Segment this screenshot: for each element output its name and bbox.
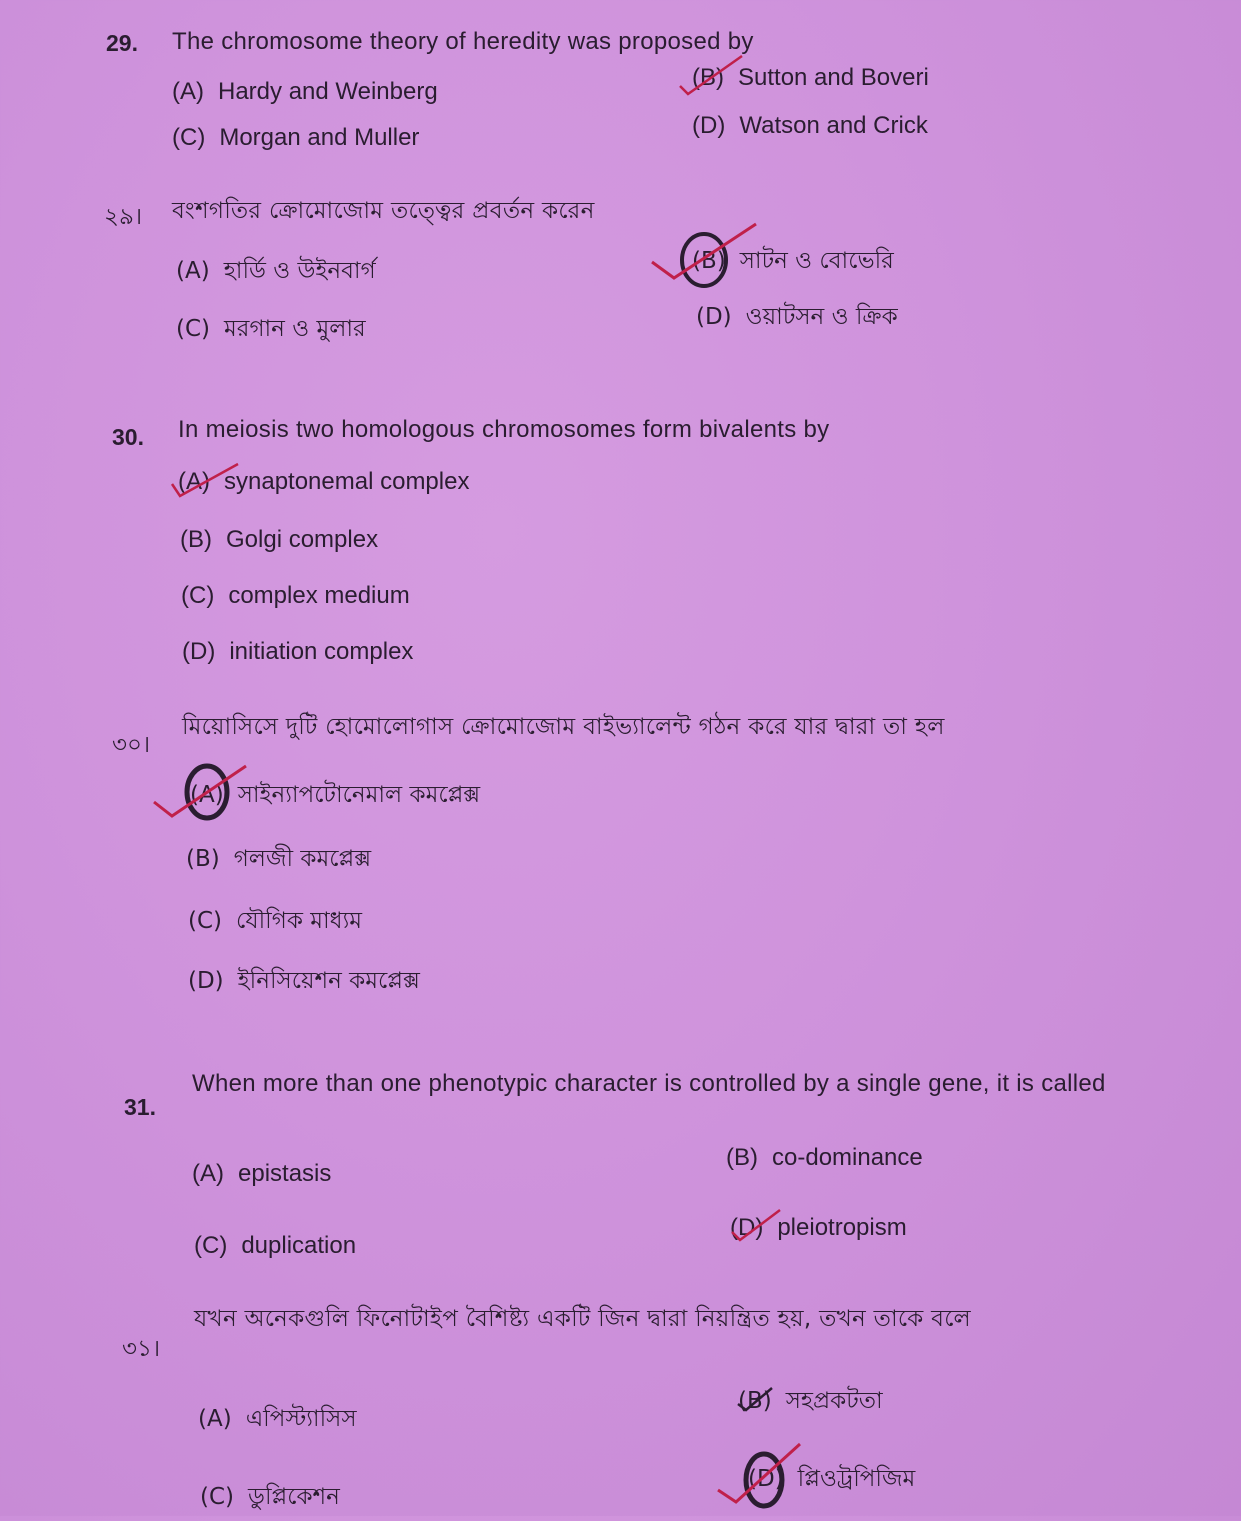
question-number: 30. xyxy=(112,424,144,450)
circle-mark xyxy=(714,1440,814,1521)
question-number: 29. xyxy=(106,30,138,56)
option-a[interactable]: (A) Hardy and Weinberg xyxy=(172,78,438,105)
question-text: In meiosis two homologous chromosomes form bivalents by xyxy=(178,416,830,443)
option-b[interactable]: (B) co-dominance xyxy=(726,1144,923,1171)
tick-mark xyxy=(168,460,248,515)
question-text: যখন অনেকগুলি ফিনোটাইপ বৈশিষ্ট্য একটি জিন দ্বারা নিয়ন্ত্রিত হয়, তখন তাকে বলে xyxy=(194,1306,971,1332)
option-d[interactable]: (D) pleiotropism xyxy=(730,1214,907,1241)
option-d[interactable]: (D) ওয়াটসন ও ক্রিক xyxy=(696,304,898,330)
option-b[interactable]: (B) Sutton and Boveri xyxy=(692,64,929,91)
option-c[interactable]: (C) যৌগিক মাধ্যম xyxy=(188,908,363,934)
option-c[interactable]: (C) Morgan and Muller xyxy=(172,124,420,151)
question-number: ২৯। xyxy=(104,204,143,230)
option-a[interactable]: (A) হার্ডি ও উইনবার্গ xyxy=(176,258,376,284)
option-b[interactable]: (B) সাটন ও বোভেরি xyxy=(692,248,894,274)
tick-mark xyxy=(676,52,746,107)
option-b[interactable]: (B) Golgi complex xyxy=(180,526,379,553)
option-c[interactable]: (C) duplication xyxy=(194,1232,357,1259)
option-c[interactable]: (C) complex medium xyxy=(181,582,410,609)
option-d[interactable]: (D) initiation complex xyxy=(182,638,414,665)
option-d[interactable]: (D) ইনিসিয়েশন কমপ্লেক্স xyxy=(188,968,420,994)
question-number: 31. xyxy=(124,1094,156,1120)
option-a[interactable]: (A) synaptonemal complex xyxy=(178,468,470,495)
option-d[interactable]: (D) Watson and Crick xyxy=(692,112,928,139)
option-d[interactable]: (D) প্লিওট্রপিজিম xyxy=(748,1466,916,1492)
circle-mark xyxy=(648,222,768,307)
question-text: When more than one phenotypic character is controlled by a single gene, it is called xyxy=(192,1070,1106,1097)
option-c[interactable]: (C) ডুপ্লিকেশন xyxy=(200,1484,340,1510)
option-b[interactable]: (B) সহপ্রকটতা xyxy=(738,1388,883,1414)
question-text: The chromosome theory of heredity was proposed by xyxy=(172,28,754,55)
question-text: মিয়োসিসে দুটি হোমোলোগাস ক্রোমোজোম বাইভ্যালেন্ট গঠন করে যার দ্বারা তা হল xyxy=(182,714,945,740)
question-number: ৩১। xyxy=(122,1336,161,1362)
question-text: বংশগতির ক্রোমোজোম তত্ত্বের প্রবর্তন করেন xyxy=(172,198,595,224)
option-b[interactable]: (B) গলজী কমপ্লেক্স xyxy=(186,846,372,872)
option-c[interactable]: (C) মরগান ও মুলার xyxy=(176,316,366,342)
option-a[interactable]: (A) epistasis xyxy=(192,1160,332,1187)
option-a[interactable]: (A) সাইন্যাপটোনেমাল কমপ্লেক্স xyxy=(190,782,481,808)
tick-mark xyxy=(736,1386,776,1421)
option-a[interactable]: (A) এপিস্ট্যাসিস xyxy=(198,1406,357,1432)
circle-mark xyxy=(150,758,260,833)
tick-mark xyxy=(726,1206,786,1251)
question-number: ৩০। xyxy=(112,732,151,758)
